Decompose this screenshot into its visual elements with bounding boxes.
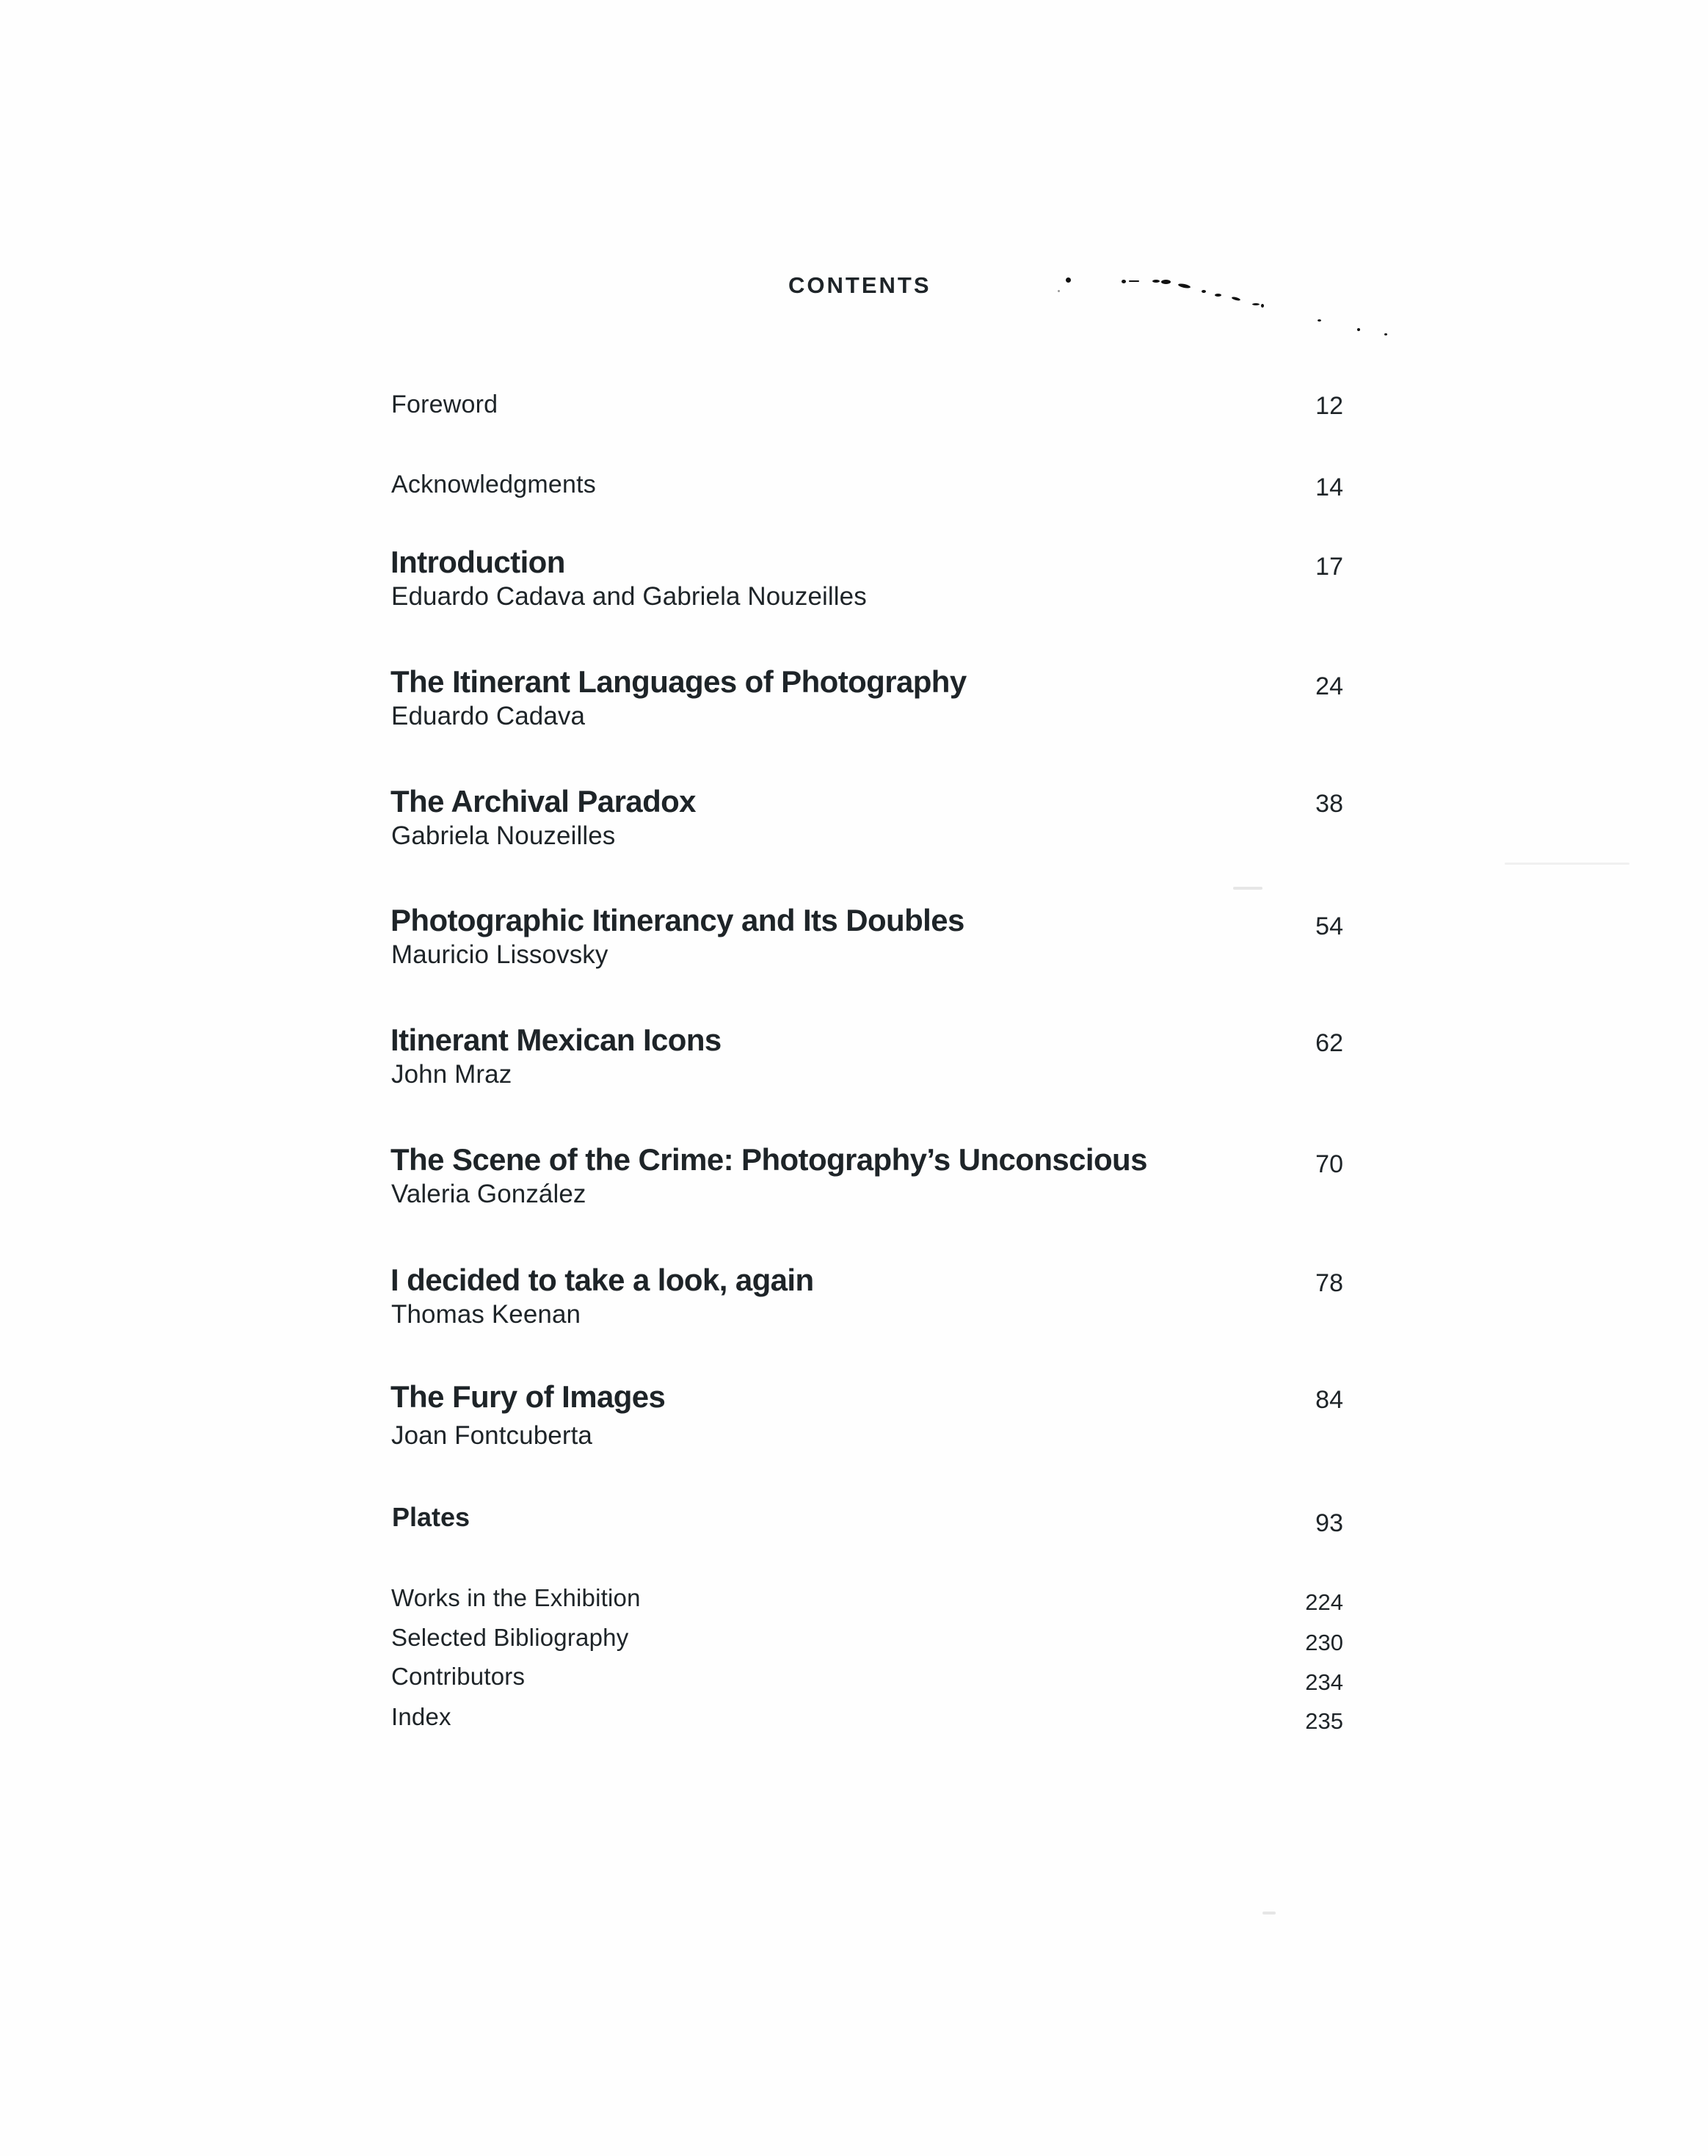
toc-entry-contributors[interactable]: Contributors xyxy=(391,1663,526,1690)
toc-entry-index[interactable]: Index xyxy=(391,1703,451,1730)
chapter-author: Valeria González xyxy=(391,1180,586,1208)
chapter-title[interactable]: Itinerant Mexican Icons xyxy=(390,1023,722,1057)
toc-entry-acknowledgments[interactable]: Acknowledgments xyxy=(391,471,596,498)
chapter-author: Joan Fontcuberta xyxy=(391,1421,592,1450)
chapter-author: John Mraz xyxy=(391,1060,512,1089)
page-number: 38 xyxy=(1315,790,1343,818)
page-number: 54 xyxy=(1315,912,1343,940)
page-number: 230 xyxy=(1305,1630,1343,1655)
chapter-author: Gabriela Nouzeilles xyxy=(391,821,616,850)
chapter-title[interactable]: Photographic Itinerancy and Its Doubles xyxy=(390,903,964,937)
chapter-title[interactable]: The Archival Paradox xyxy=(390,784,696,819)
contents-heading: CONTENTS xyxy=(788,272,931,298)
chapter-title[interactable]: The Scene of the Crime: Photography’s Unconscious xyxy=(390,1142,1147,1177)
chapter-title[interactable]: I decided to take a look, again xyxy=(390,1263,814,1297)
page-number: 234 xyxy=(1305,1669,1343,1695)
toc-entry-selected-bibliography[interactable]: Selected Bibliography xyxy=(391,1624,629,1651)
chapter-title[interactable]: The Itinerant Languages of Photography xyxy=(390,664,967,699)
page-number: 12 xyxy=(1315,392,1343,420)
chapter-title[interactable]: Introduction xyxy=(390,545,565,579)
page-number: 235 xyxy=(1305,1708,1343,1734)
page-number: 24 xyxy=(1315,672,1343,700)
toc-entry-plates[interactable]: Plates xyxy=(392,1502,470,1532)
page-number: 78 xyxy=(1315,1269,1343,1297)
toc-entry-works-in-exhibition[interactable]: Works in the Exhibition xyxy=(391,1584,641,1611)
page-number: 70 xyxy=(1315,1150,1343,1178)
page-number: 62 xyxy=(1315,1029,1343,1057)
toc-entry-foreword[interactable]: Foreword xyxy=(391,391,498,418)
page-number: 84 xyxy=(1315,1386,1343,1414)
page-number: 17 xyxy=(1315,553,1343,581)
page-number: 14 xyxy=(1315,473,1343,501)
chapter-author: Eduardo Cadava xyxy=(391,702,586,730)
chapter-title[interactable]: The Fury of Images xyxy=(390,1379,666,1414)
page-number: 93 xyxy=(1315,1509,1343,1537)
chapter-author: Eduardo Cadava and Gabriela Nouzeilles xyxy=(391,582,867,611)
page-number: 224 xyxy=(1305,1589,1343,1615)
chapter-author: Thomas Keenan xyxy=(391,1300,581,1329)
chapter-author: Mauricio Lissovsky xyxy=(391,940,608,969)
